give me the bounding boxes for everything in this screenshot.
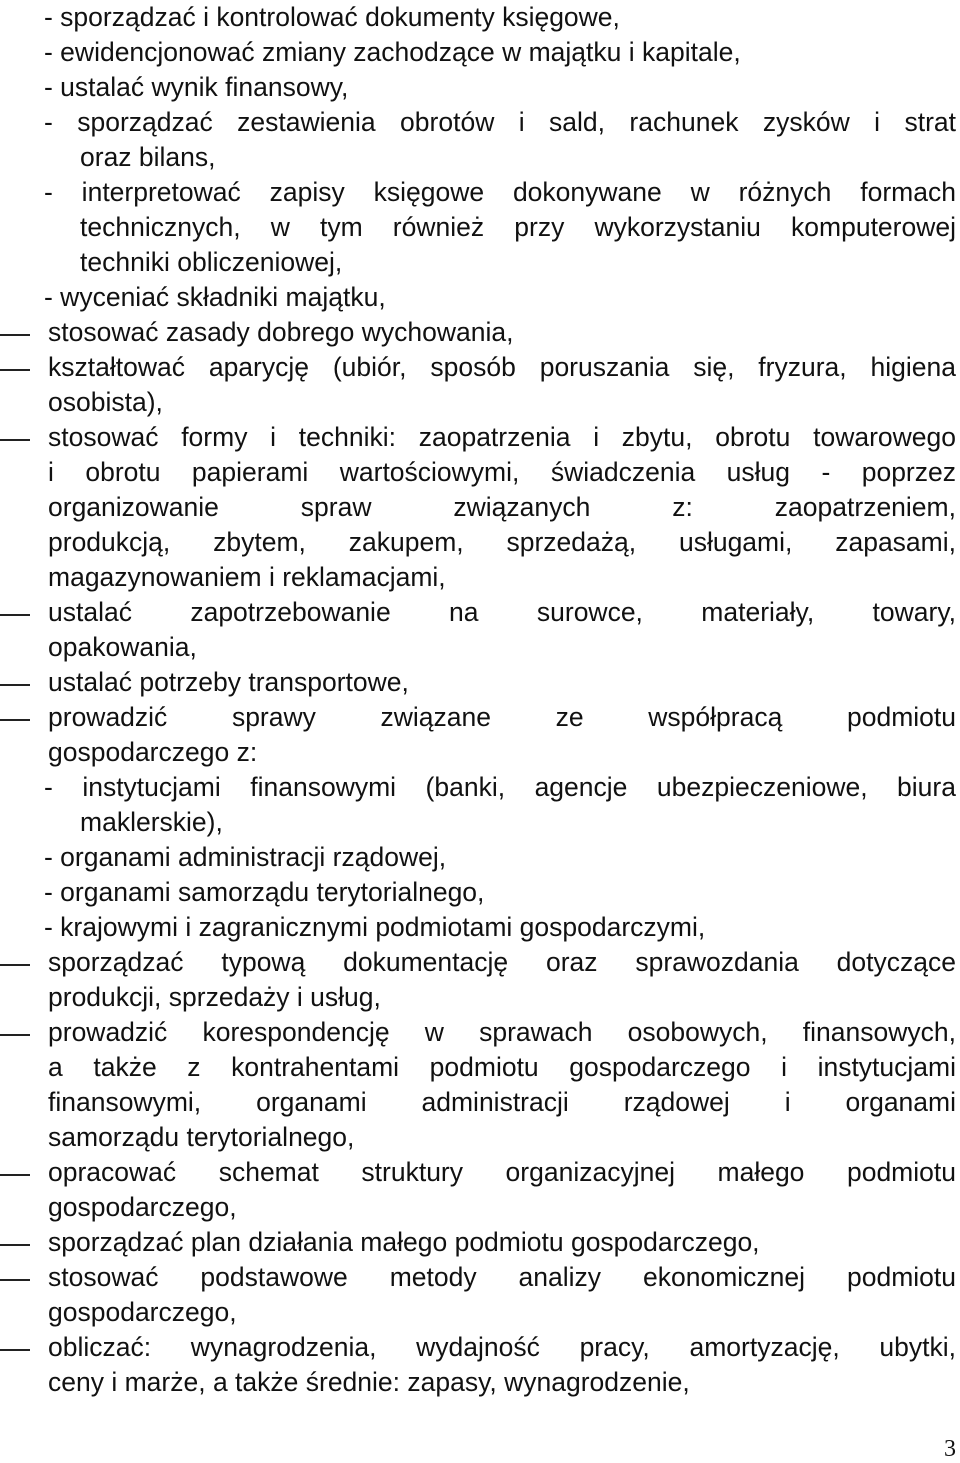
text-line: kształtować aparycję (ubiór, sposób poruszania się, fryzura, higiena [48,352,956,382]
text-line: techniki obliczeniowej, [80,247,343,277]
dash-bullet [0,1174,30,1176]
text-line: produkcją, zbytem, zakupem, sprzedażą, usługami, zapasami, [48,527,956,557]
text-line: gospodarczego, [48,1297,237,1327]
text-line: - sporządzać zestawienia obrotów i sald, rachunek zysków i strat [44,107,956,137]
dash-bullet [0,439,30,441]
text-line: i obrotu papierami wartościowymi, świadczenia usług - poprzez [48,457,956,487]
text-line: gospodarczego, [48,1192,237,1222]
text-line: magazynowaniem i reklamacjami, [48,562,446,592]
text-line: finansowymi, organami administracji rządowej i organami [48,1087,956,1117]
text-line: opracować schemat struktury organizacyjnej małego podmiotu [48,1157,956,1187]
dash-bullet [0,684,30,686]
text-line: gospodarczego z: [48,737,258,767]
dash-bullet [0,334,30,336]
text-line: - ustalać wynik finansowy, [44,72,349,102]
text-line: ceny i marże, a także średnie: zapasy, wynagrodzenie, [48,1367,690,1397]
text-line: prowadzić sprawy związane ze współpracą podmiotu [48,702,956,732]
text-line: samorządu terytorialnego, [48,1122,355,1152]
dash-bullet [0,964,30,966]
dash-bullet [0,1349,30,1351]
text-line: - organami administracji rządowej, [44,842,447,872]
text-line: obliczać: wynagrodzenia, wydajność pracy, amortyzację, ubytki, [48,1332,956,1362]
text-line: produkcji, sprzedaży i usług, [48,982,381,1012]
text-line: technicznych, w tym również przy wykorzystaniu komputerowej [80,212,956,242]
text-line: osobista), [48,387,163,417]
text-line: oraz bilans, [80,142,216,172]
text-line: - krajowymi i zagranicznymi podmiotami gospodarczymi, [44,912,706,942]
text-line: a także z kontrahentami podmiotu gospodarczego i instytucjami [48,1052,956,1082]
text-line: stosować formy i techniki: zaopatrzenia i zbytu, obrotu towarowego [48,422,956,452]
text-line: - interpretować zapisy księgowe dokonywane w różnych formach [44,177,956,207]
text-line: - organami samorządu terytorialnego, [44,877,485,907]
text-line: - instytucjami finansowymi (banki, agencje ubezpieczeniowe, biura [44,772,956,802]
dash-bullet [0,1279,30,1281]
text-line: stosować podstawowe metody analizy ekonomicznej podmiotu [48,1262,956,1292]
text-line: stosować zasady dobrego wychowania, [48,317,514,347]
text-line: opakowania, [48,632,197,662]
text-line: ustalać potrzeby transportowe, [48,667,409,697]
text-line: - ewidencjonować zmiany zachodzące w majątku i kapitale, [44,37,741,67]
page-number: 3 [944,1436,956,1462]
text-line: - wyceniać składniki majątku, [44,282,386,312]
text-line: ustalać zapotrzebowanie na surowce, materiały, towary, [48,597,956,627]
dash-bullet [0,614,30,616]
dash-bullet [0,1034,30,1036]
text-line: maklerskie), [80,807,223,837]
text-line: prowadzić korespondencję w sprawach osobowych, finansowych, [48,1017,956,1047]
text-line: organizowanie spraw związanych z: zaopatrzeniem, [48,492,956,522]
dash-bullet [0,1244,30,1246]
text-line: sporządzać plan działania małego podmiotu gospodarczego, [48,1227,760,1257]
dash-bullet [0,719,30,721]
text-line: sporządzać typową dokumentację oraz sprawozdania dotyczące [48,947,956,977]
dash-bullet [0,369,30,371]
text-line: - sporządzać i kontrolować dokumenty księgowe, [44,2,620,32]
